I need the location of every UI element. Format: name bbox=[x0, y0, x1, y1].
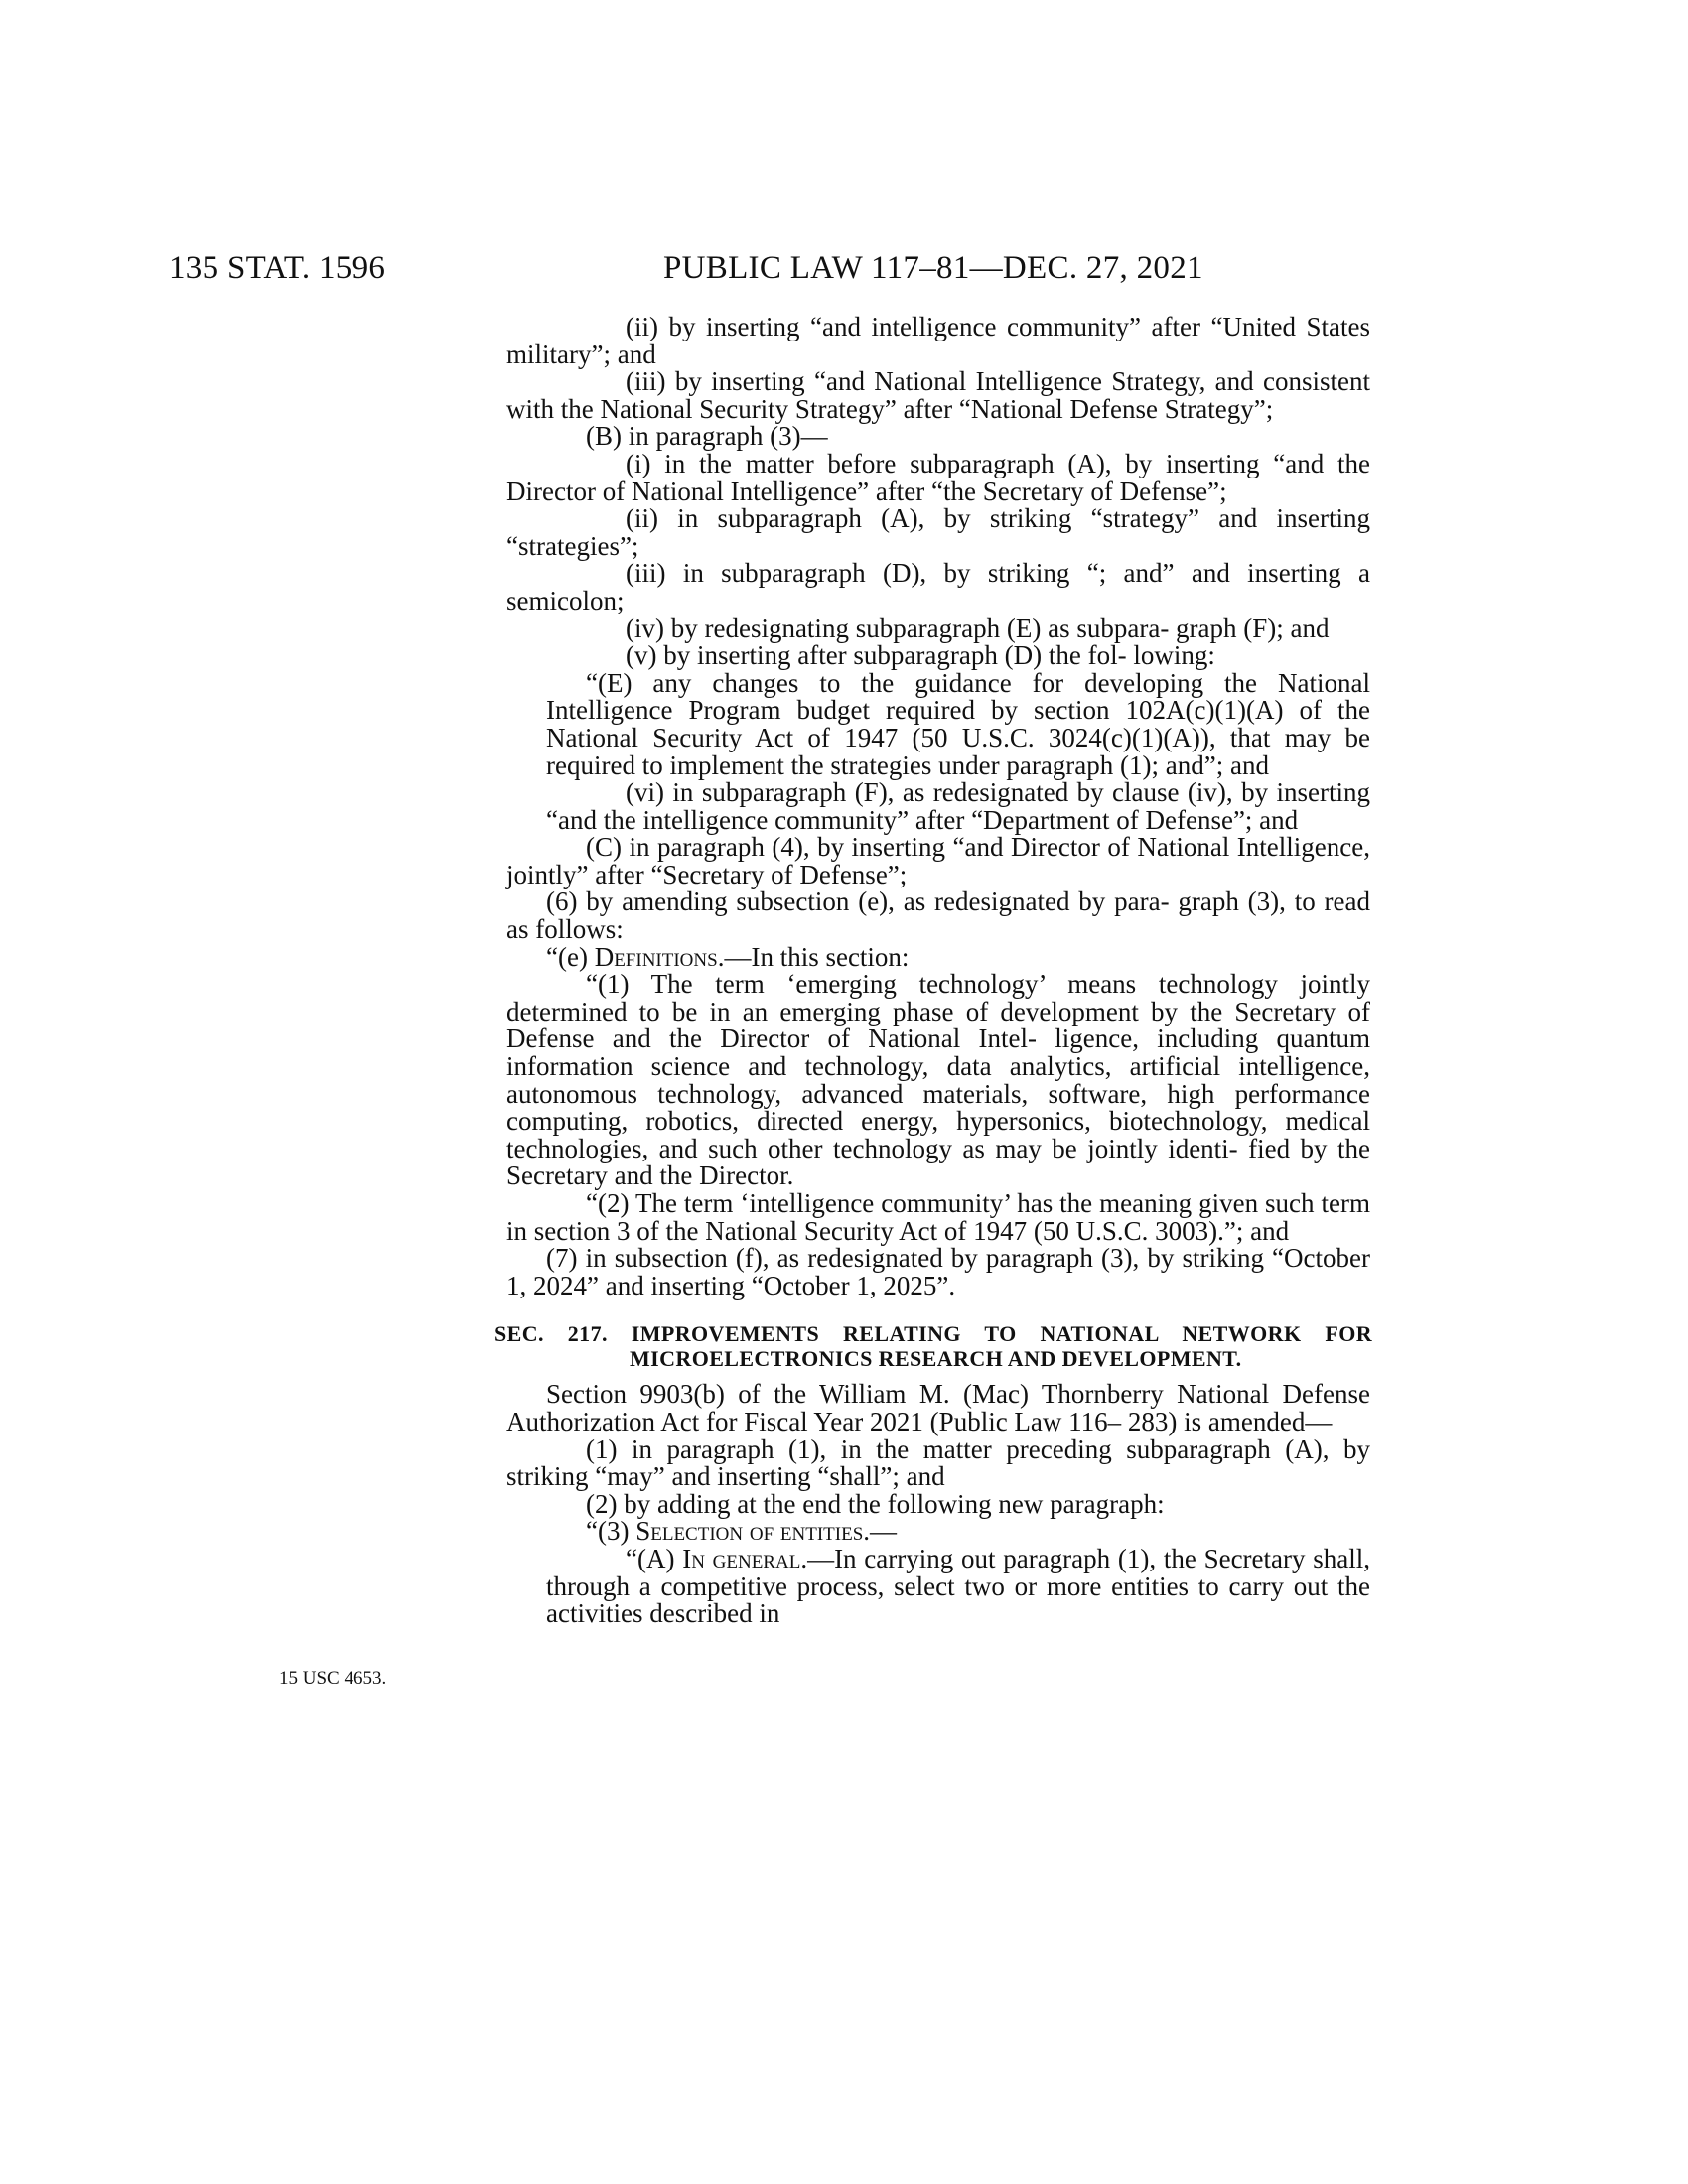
clause-vi-department: (vi) in subparagraph (F), as redesignated by clause (iv), by inserting “and the intelligence community” after “Department of Defense”; and bbox=[546, 777, 1370, 835]
clause-iii-semicolon: (iii) in subparagraph (D), by striking “; and” and inserting a semicolon; bbox=[506, 558, 1370, 615]
selection-prefix: “(3) bbox=[586, 1516, 636, 1547]
clause-i-director: (i) in the matter before subparagraph (A), by inserting “and the Director of National Intelligence” after “the Secretary of Defense”; bbox=[506, 448, 1370, 506]
in-general-subparagraph bbox=[506, 1543, 1370, 1629]
clause-v-insert: (v) by inserting after subparagraph (D) the fol- lowing: bbox=[626, 640, 1215, 671]
definition-emerging-technology: “(1) The term ‘emerging technology’ means technology jointly determined to be in an emerging phase of development by the Secretary of Defense and the Director of National Intel- ligence, including quantum information science and technology, data analytics, artificial intelligence, autonomous technology, advanced materials, software, high performance computing, robotics, directed energy, hypersonics, biotechnology, medical technologies, and such other technology as may be jointly identi- fied by the Secretary and the Director. bbox=[506, 969, 1370, 1191]
clause-ii-military: (ii) by inserting “and intelligence community” after “United States military”; and bbox=[506, 312, 1370, 369]
in-general-prefix: “(A) bbox=[626, 1543, 683, 1573]
clause-iii-strategy: (iii) by inserting “and National Intelligence Strategy, and consistent with the National Security Strategy” after “National Defense Strategy”; bbox=[506, 366, 1370, 424]
definition-intelligence-community: “(2) The term ‘intelligence community’ has the meaning given such term in section 3 of the National Security Act of 1947 (50 U.S.C. 3003).”; and bbox=[506, 1188, 1370, 1246]
section-217-paragraph-2: (2) by adding at the end the following new paragraph: bbox=[586, 1488, 1165, 1519]
definitions-heading bbox=[506, 941, 1370, 972]
selection-label: Selection of entities bbox=[635, 1516, 864, 1547]
paragraph-6: (6) by amending subsection (e), as redesignated by para- graph (3), to read as follows: bbox=[506, 887, 1370, 945]
subparagraph-b: (B) in paragraph (3)— bbox=[586, 421, 828, 452]
definitions-suffix: .—In this section: bbox=[717, 941, 910, 972]
section-217-paragraph-1: (1) in paragraph (1), in the matter preceding subparagraph (A), by striking “may” and inserting “shall”; and bbox=[506, 1433, 1370, 1492]
public-law-header: PUBLIC LAW 117–81—DEC. 27, 2021 bbox=[663, 250, 1203, 286]
quoted-subparagraph-e: “(E) any changes to the guidance for developing the National Intelligence Program budget required by section 102A(c)(1)(A) of the National Security Act of 1947 (50 U.S.C. 3024(c)(1)(A)), that may be required to implement the strategies under paragraph (1); and”; and bbox=[546, 667, 1370, 780]
selection-of-entities-heading bbox=[506, 1518, 1370, 1546]
section-217-heading: SEC. 217. IMPROVEMENTS RELATING TO NATIONAL NETWORK FOR MICROELECTRONICS RESEARCH AND DEVELOPMENT. bbox=[494, 1321, 1372, 1372]
statute-page-reference: 135 STAT. 1596 bbox=[169, 250, 386, 286]
usc-margin-note: 15 USC 4653. bbox=[279, 1668, 387, 1689]
statute-text bbox=[494, 312, 1372, 1629]
clause-ii-strategies: (ii) in subparagraph (A), by striking “strategy” and inserting “strategies”; bbox=[506, 503, 1370, 561]
section-217-intro: Section 9903(b) of the William M. (Mac) Thornberry National Defense Authorization Act for Fiscal Year 2021 (Public Law 116– 283) is amended— bbox=[506, 1379, 1370, 1436]
selection-suffix: .— bbox=[863, 1516, 898, 1547]
section-heading-wrap bbox=[494, 1321, 1372, 1371]
definitions-label: Definitions bbox=[594, 941, 718, 972]
in-general-text: .—In carrying out paragraph (1), the Secretary shall, through a competitive process, select two or more entities to carry out the activities described in bbox=[546, 1543, 1370, 1629]
definitions-prefix: “(e) bbox=[546, 941, 595, 972]
in-general-label: In general bbox=[682, 1543, 801, 1573]
paragraph-7: (7) in subsection (f), as redesignated by paragraph (3), by striking “October 1, 2024” and inserting “October 1, 2025”. bbox=[506, 1243, 1370, 1300]
clause-iv-redesignate: (iv) by redesignating subparagraph (E) as subpara- graph (F); and bbox=[626, 613, 1330, 643]
subparagraph-c: (C) in paragraph (4), by inserting “and Director of National Intelligence, jointly” after “Secretary of Defense”; bbox=[506, 832, 1370, 889]
